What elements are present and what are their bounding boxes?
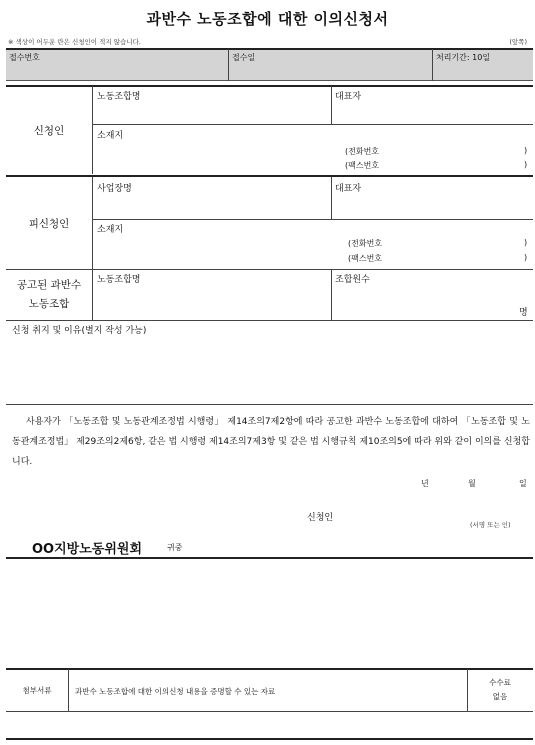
section-border bbox=[6, 711, 533, 712]
announced-union-name-field[interactable]: 노동조합명 bbox=[97, 275, 141, 285]
respondent-representative-field[interactable]: 대표자 bbox=[335, 184, 362, 194]
divider bbox=[331, 270, 332, 320]
member-count-unit: 명 bbox=[519, 308, 528, 318]
applicant-union-name-field[interactable]: 노동조합명 bbox=[97, 92, 141, 102]
divider bbox=[92, 177, 93, 269]
fee-cell bbox=[467, 669, 533, 711]
member-count-field[interactable]: 조합원수 bbox=[335, 275, 370, 285]
close-paren: ) bbox=[524, 253, 528, 262]
divider bbox=[331, 177, 332, 219]
divider bbox=[68, 669, 69, 711]
applicant-fax-field[interactable]: (팩스번호 bbox=[345, 161, 380, 170]
page-title: 과반수 노동조합에 대한 이의신청서 bbox=[146, 10, 389, 28]
date-year-label: 년 bbox=[421, 479, 429, 488]
divider bbox=[92, 219, 533, 220]
announced-union-label-line2: 노동조합 bbox=[28, 298, 70, 310]
divider bbox=[331, 86, 332, 124]
application-statement: 사용자가 「노동조합 및 노동관계조정법 시행령」 제14조의7제2항에 따라 공고한 과반수 노동조합에 대하여 「노동조합 및 노동관계조정법」 제29조의2제6항, 같은 법 시행령 제14조의7제3항 및 같은 법 시행규칙 제10조의5에 따라 위와 같이 이의를 신청합니다. bbox=[12, 417, 530, 467]
section-border bbox=[6, 404, 533, 405]
applicant-representative-field[interactable]: 대표자 bbox=[335, 92, 362, 102]
section-border bbox=[6, 320, 533, 321]
applicant-phone-field[interactable]: (전화번호 bbox=[345, 147, 380, 156]
date-day-label: 일 bbox=[519, 479, 527, 488]
divider bbox=[228, 49, 229, 81]
reason-label[interactable]: 신청 취지 및 이유(별지 작성 가능) bbox=[12, 326, 147, 336]
fee-label: 수수료 bbox=[489, 678, 511, 687]
close-paren: ) bbox=[524, 160, 528, 169]
respondent-phone-field[interactable]: (전화번호 bbox=[348, 239, 383, 248]
page-marker: (앞쪽) bbox=[509, 38, 527, 46]
announced-union-section-label bbox=[6, 270, 92, 320]
fee-value: 없음 bbox=[492, 692, 508, 701]
applicant-address-field[interactable]: 소재지 bbox=[97, 131, 124, 141]
announced-union-label-line1: 공고된 과반수 bbox=[16, 279, 82, 291]
recipient-name: OO지방노동위원회 bbox=[32, 542, 143, 557]
date-month-label: 월 bbox=[468, 479, 476, 488]
attachment-label: 첨부서류 bbox=[22, 685, 52, 695]
receipt-date-label: 접수일 bbox=[232, 53, 256, 62]
notice-text: ※ 색상이 어두운 란은 신청인이 적지 않습니다. bbox=[8, 38, 141, 46]
receipt-number-label: 접수번호 bbox=[9, 53, 40, 62]
respondent-workplace-field[interactable]: 사업장명 bbox=[97, 184, 132, 194]
divider bbox=[92, 86, 93, 174]
respondent-address-field[interactable]: 소재지 bbox=[97, 225, 124, 235]
recipient-suffix: 귀중 bbox=[167, 543, 183, 552]
applicant-section-label: 신청인 bbox=[33, 124, 65, 137]
section-border bbox=[6, 557, 533, 559]
close-paren: ) bbox=[524, 238, 528, 247]
respondent-section-label: 피신청인 bbox=[28, 217, 70, 230]
attachment-content: 과반수 노동조합에 대한 이의신청 내용을 증명할 수 있는 자료 bbox=[75, 687, 276, 696]
respondent-fax-field[interactable]: (팩스번호 bbox=[348, 254, 383, 263]
divider bbox=[92, 124, 533, 125]
signature-hint: (서명 또는 인) bbox=[470, 521, 511, 529]
signer-label: 신청인 bbox=[307, 513, 334, 523]
close-paren: ) bbox=[524, 146, 528, 155]
processing-period-label: 처리기간: 10일 bbox=[436, 53, 491, 62]
section-border bbox=[6, 668, 533, 670]
divider bbox=[432, 49, 433, 81]
divider bbox=[92, 270, 93, 320]
section-border bbox=[6, 738, 533, 740]
